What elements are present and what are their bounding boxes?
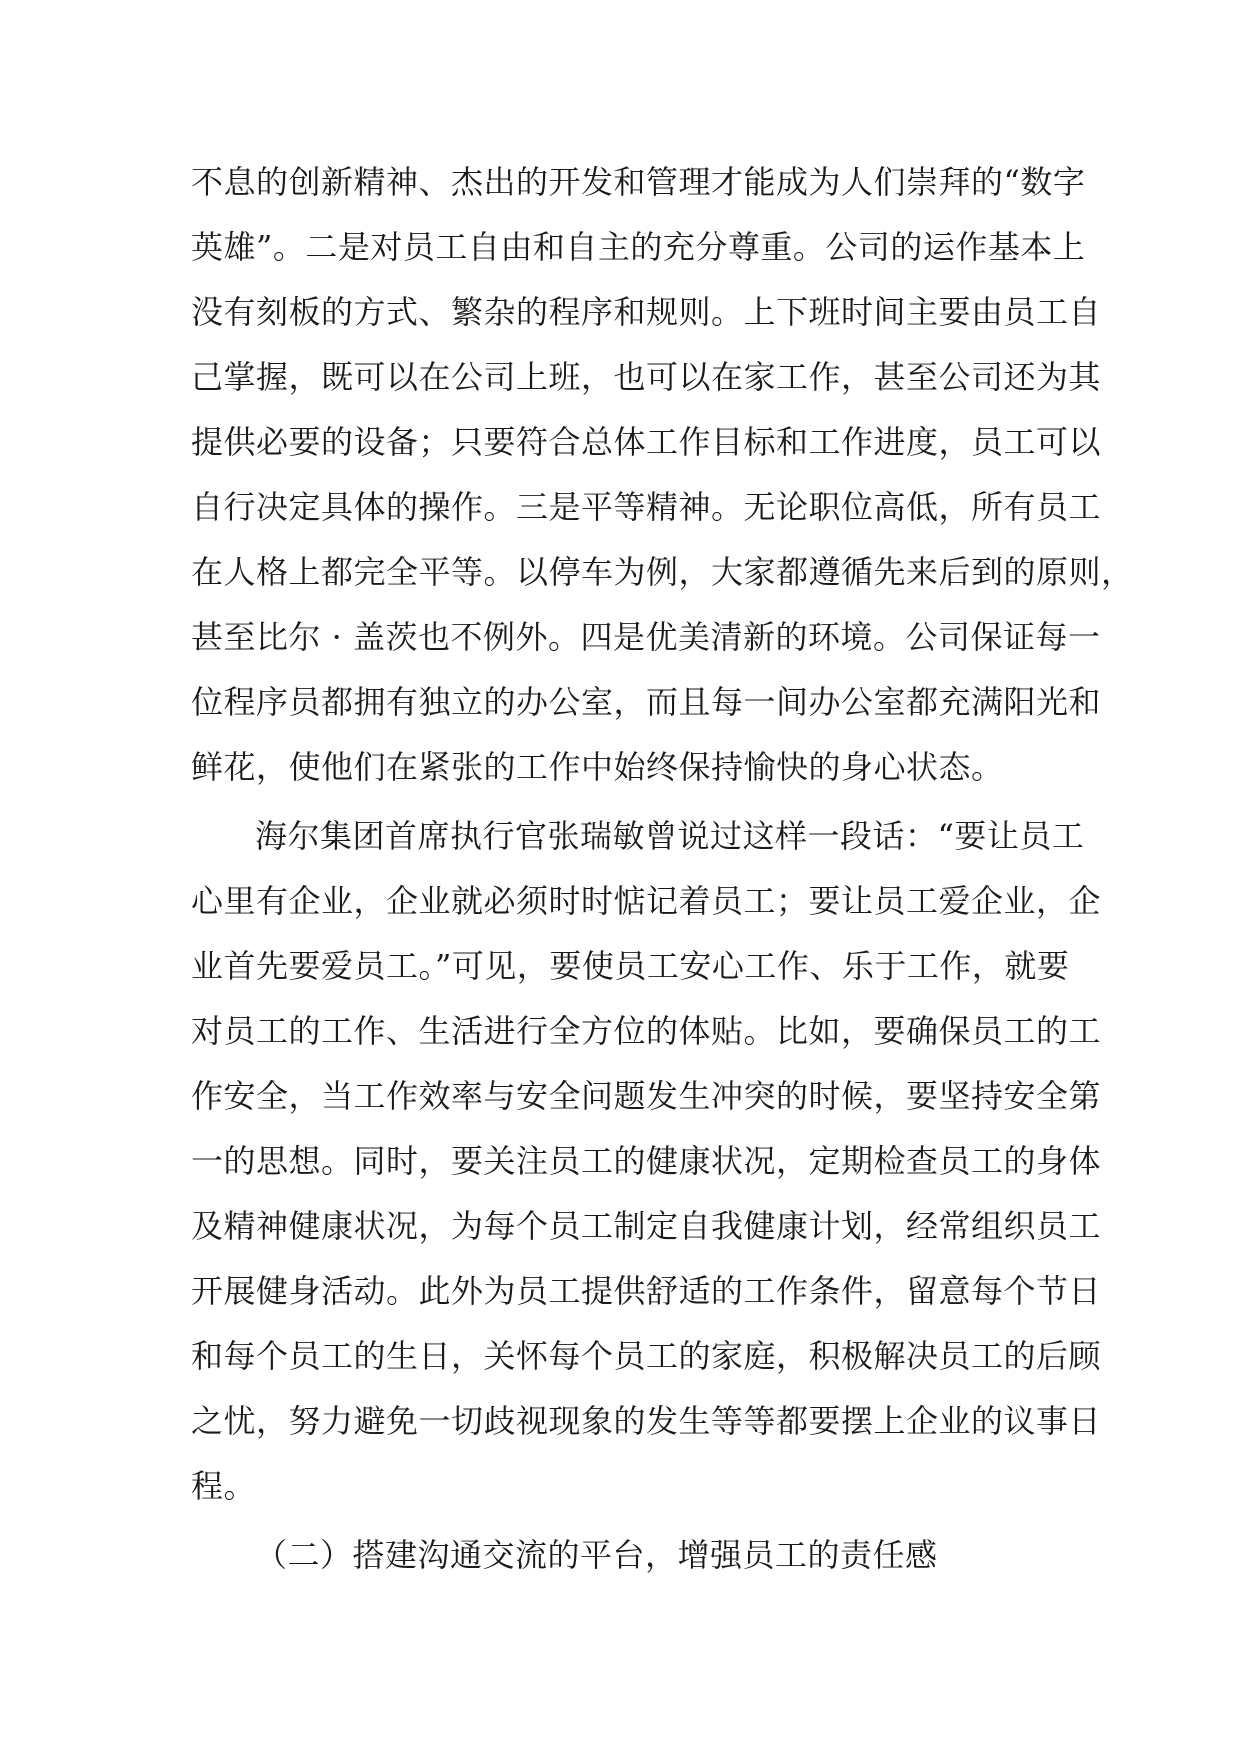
text-line: 英雄”。二是对员工自由和自主的充分尊重。公司的运作基本上 (191, 228, 1086, 266)
text-line: 对员工的工作、生活进行全方位的体贴。比如，要确保员工的工 (191, 1012, 1102, 1050)
text-line: 在人格上都完全平等。以停车为例，大家都遵循先来后到的原则， (191, 553, 1134, 591)
text-line: 海尔集团首席执行官张瑞敏曾说过这样一段话：“要让员工 (255, 817, 1085, 855)
text-line: 位程序员都拥有独立的办公室，而且每一间办公室都充满阳光和 (191, 683, 1102, 721)
text-line: 提供必要的设备；只要符合总体工作目标和工作进度，员工可以 (191, 423, 1102, 461)
text-line: 心里有企业，企业就必须时时惦记着员工；要让员工爱企业，企 (191, 882, 1102, 920)
text-line: 没有刻板的方式、繁杂的程序和规则。上下班时间主要由员工自 (191, 293, 1102, 331)
text-line: 己掌握，既可以在公司上班，也可以在家工作，甚至公司还为其 (191, 358, 1102, 396)
text-line: 业首先要爱员工。”可见，要使员工安心工作、乐于工作，就要 (191, 947, 1070, 985)
text-line: 鲜花，使他们在紧张的工作中始终保持愉快的身心状态。 (191, 748, 1004, 786)
paragraph-2 (191, 804, 1102, 1519)
text-line: 不息的创新精神、杰出的开发和管理才能成为人们崇拜的“数字 (191, 163, 1086, 201)
document-body (191, 150, 1134, 1588)
text-line: 及精神健康状况，为每个员工制定自我健康计划，经常组织员工 (191, 1207, 1102, 1245)
text-line: 程。 (191, 1467, 257, 1505)
text-line: 开展健身活动。此外为员工提供舒适的工作条件，留意每个节日 (191, 1272, 1102, 1310)
text-line: 一的思想。同时，要关注员工的健康状况，定期检查员工的身体 (191, 1142, 1102, 1180)
text-line: 作安全，当工作效率与安全问题发生冲突的时候，要坚持安全第 (191, 1077, 1102, 1115)
text-line: 自行决定具体的操作。三是平等精神。无论职位高低，所有员工 (191, 488, 1102, 526)
text-line: 和每个员工的生日，关怀每个员工的家庭，积极解决员工的后顾 (191, 1337, 1102, 1375)
section-heading: （二）搭建沟通交流的平台，增强员工的责任感 (255, 1536, 938, 1574)
text-line: 甚至比尔 · 盖茨也不例外。四是优美清新的环境。公司保证每一 (191, 618, 1101, 656)
text-line: 之忧，努力避免一切歧视现象的发生等等都要摆上企业的议事日 (191, 1402, 1102, 1440)
paragraph-1 (191, 150, 1134, 800)
